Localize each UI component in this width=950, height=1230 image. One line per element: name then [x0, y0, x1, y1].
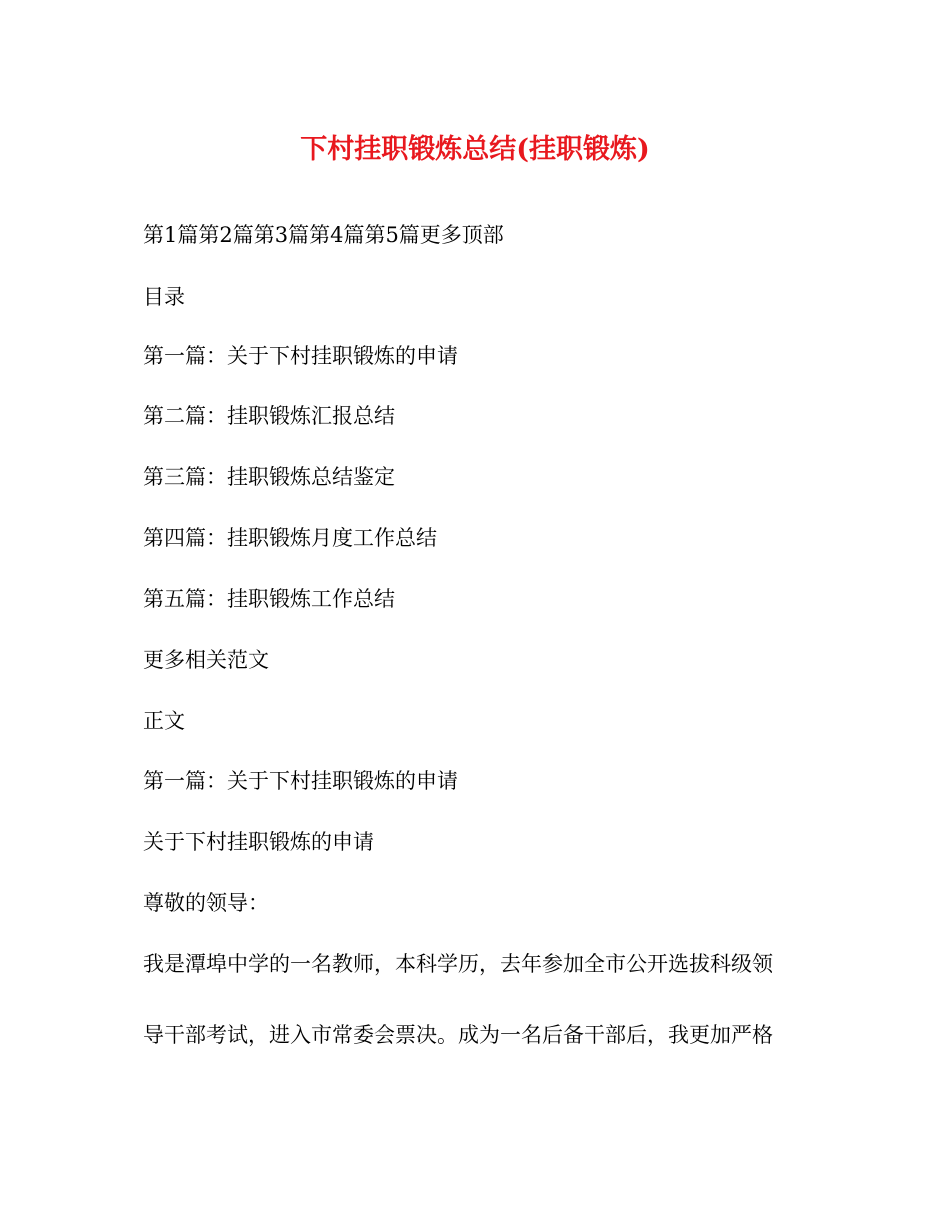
toc-item-3[interactable]: 第三篇：挂职锻炼总结鉴定	[143, 465, 395, 489]
toc-heading: 目录	[143, 285, 185, 309]
letter-title: 关于下村挂职锻炼的申请	[143, 830, 374, 854]
salutation: 尊敬的领导：	[143, 891, 269, 915]
more-related-link[interactable]: 更多相关范文	[143, 648, 269, 672]
toc-item-2[interactable]: 第二篇：挂职锻炼汇报总结	[143, 404, 395, 428]
toc-item-5[interactable]: 第五篇：挂职锻炼工作总结	[143, 587, 395, 611]
toc-item-1[interactable]: 第一篇：关于下村挂职锻炼的申请	[143, 344, 458, 368]
section-nav-links[interactable]: 第1篇第2篇第3篇第4篇第5篇更多顶部	[143, 223, 504, 247]
document-title: 下村挂职锻炼总结(挂职锻炼)	[300, 134, 650, 165]
body-text-line: 我是潭埠中学的一名教师，本科学历，去年参加全市公开选拔科级领	[143, 952, 773, 976]
body-text-line: 导干部考试，进入市常委会票决。成为一名后备干部后，我更加严格	[143, 1023, 773, 1047]
body-heading: 正文	[143, 709, 185, 733]
toc-item-4[interactable]: 第四篇：挂职锻炼月度工作总结	[143, 526, 437, 550]
section-title: 第一篇：关于下村挂职锻炼的申请	[143, 769, 458, 793]
